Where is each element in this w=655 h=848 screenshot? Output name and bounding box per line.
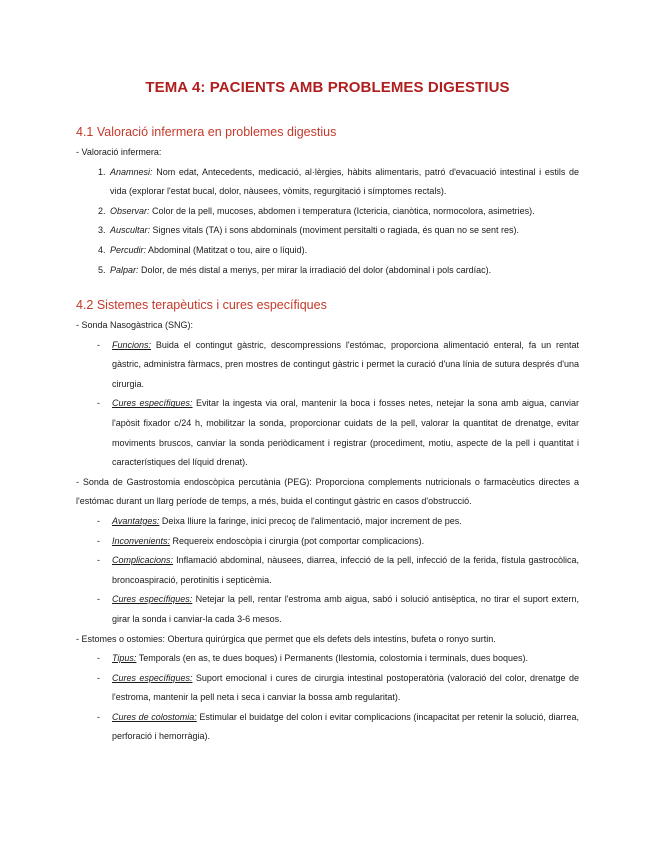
item-text: Requereix endoscòpia i cirurgia (pot comportar complicacions). (170, 535, 425, 546)
peg-intro: - Sonda de Gastrostomia endoscòpica percutània (PEG): Proporciona complements nutricionals o farmacèutics directes a l'estómac durant un llarg període de temps, a més, buida el contingut gàstric en casos d'obstrucció. (76, 476, 579, 507)
list-item (76, 241, 579, 261)
section-4-2-body (76, 316, 579, 747)
estomes-intro: - Estomes o ostomies: Obertura quirúrgica que permet que els defets dels intestins, bufeta o ronyo surtin. (76, 633, 496, 644)
bullet-dash: - (97, 555, 100, 566)
list-item (76, 512, 579, 532)
list-item (76, 202, 579, 222)
item-text: Deixa lliure la faringe, inici precoç de l'alimentació, major increment de pes. (159, 515, 462, 526)
item-text: Color de la pell, mucoses, abdomen i temperatura (Ictericia, cianòtica, normocolora, asimetries). (149, 205, 535, 216)
item-text: Inflamació abdominal, nàusees, diarrea, infecció de la pell, infecció de la ferida, fístula gastrocòlica, broncoaspiració, perotinitis i septicèmia. (112, 555, 579, 585)
bullet-dash: - (97, 535, 100, 546)
item-number: 4. (98, 244, 106, 255)
list-item (76, 261, 579, 281)
section-4-1-body (76, 143, 579, 280)
bullet-dash: - (97, 515, 100, 526)
item-label: Funcions: (112, 339, 152, 350)
list-item (76, 163, 579, 202)
item-text: Abdominal (Matitzat o tou, aire o líquid). (146, 244, 308, 255)
list-item (76, 336, 579, 395)
item-label: Complicacions: (112, 555, 174, 566)
list-item (76, 708, 579, 747)
item-text: Dolor, de més distal a menys, per mirar la irradiació del dolor (abdominal i pols cardíac). (138, 264, 492, 275)
section-heading-4-2: 4.2 Sistemes terapèutics i cures específiques (76, 298, 327, 312)
bullet-dash: - (97, 672, 100, 683)
item-number: 2. (98, 205, 106, 216)
list-item (76, 394, 579, 472)
item-label: Percudir: (110, 244, 147, 255)
item-text: Buida el contingut gàstric, descompressions l'estómac, proporciona alimentació enteral, fa un rentat gàstric, administra fàrmacs, pren mostres de contingut gàstric i permet la curació d'una línia de sutura després d'una cirurgia. (112, 339, 579, 389)
section-heading-4-1: 4.1 Valoració infermera en problemes digestius (76, 125, 337, 139)
bullet-dash: - (97, 653, 100, 664)
item-label: Cures específiques: (112, 672, 193, 683)
list-item (76, 590, 579, 629)
bullet-dash: - (97, 339, 100, 350)
list-item (76, 649, 579, 669)
item-text: Suport emocional i cures de cirurgia intestinal postoperatòria (valoració del color, drenatge de l'estroma, mantenir la pell neta i seca i canviar la bossa amb regularitat). (112, 672, 579, 703)
document-title: TEMA 4: PACIENTS AMB PROBLEMES DIGESTIUS (145, 79, 510, 96)
valoracio-intro: - Valoració infermera: (76, 147, 162, 157)
item-label: Cures específiques: (112, 398, 193, 409)
bullet-dash: - (97, 398, 100, 409)
item-number: 5. (98, 264, 106, 275)
item-text: Estimular el buidatge del colon i evitar complicacions (incapacitat per retenir la solució, diarrea, perforació i hemorràgia). (112, 711, 579, 742)
item-number: 3. (98, 225, 106, 236)
item-text: Nom edat, Antecedents, medicació, al·lèrgies, hàbits alimentaris, patró d'evacuació intestinal i estils de vida (explorar l'estat bucal, dolor, nàusees, vòmits, regurgitació i símptomes rectals). (110, 166, 579, 197)
item-text: Temporals (en as, te dues boques) i Permanents (Ilestomia, colostomia i terminals, dues boques). (136, 653, 528, 664)
item-label: Inconvenients: (112, 535, 171, 546)
item-label: Auscultar: (110, 225, 151, 236)
sng-intro: - Sonda Nasogàstrica (SNG): (76, 320, 194, 330)
item-text: Netejar la pell, rentar l'estroma amb aigua, sabó i solució antisèptica, no tirar el suport extern, girar la sonda i canviar-la cada 3-6 mesos. (112, 594, 579, 624)
item-label: Anamnesi: (110, 166, 153, 177)
list-item (76, 532, 579, 552)
item-label: Tipus: (112, 653, 137, 664)
list-item (76, 551, 579, 590)
item-label: Avantatges: (112, 515, 160, 526)
bullet-dash: - (97, 594, 100, 605)
item-label: Cures específiques: (112, 594, 193, 605)
list-item (76, 221, 579, 241)
item-label: Palpar: (110, 264, 139, 275)
item-text: Signes vitals (TA) i sons abdominals (moviment persitalti o ragiada, és quan no se sent res). (150, 225, 520, 236)
list-item (76, 669, 579, 708)
item-number: 1. (98, 166, 106, 177)
item-label: Cures de colostomia: (112, 711, 197, 722)
item-label: Observar: (110, 205, 150, 216)
item-text: Evitar la ingesta via oral, mantenir la boca i fosses netes, netejar la sona amb aigua, canviar l'apòsit fixador c/24 h, mobilitzar la sonda, proporcionar cuidats de la pell, valorar la quantitat de drenatge, evitar moviments bruscos, canviar la sonda periòdicament i registrar (procediment, motiu, aspecte de la pell i quantitat i característiques del líquid drenat). (112, 398, 579, 468)
bullet-dash: - (97, 711, 100, 722)
